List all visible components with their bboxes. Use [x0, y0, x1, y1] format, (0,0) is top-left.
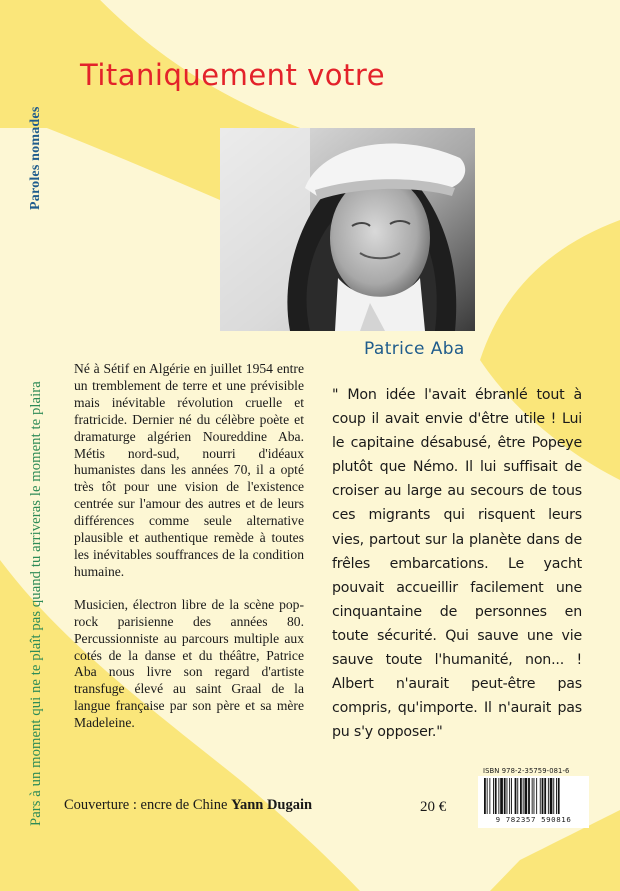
series-name: [28, 106, 48, 230]
series-label: Paroles nomades: [28, 106, 43, 210]
author-name: Patrice Aba: [364, 339, 465, 359]
barcode-digits: 9 782357 590816: [478, 815, 589, 824]
bio-paragraph-1: Né à Sétif en Algérie en juillet 1954 entre un tremblement de terre et une prévisible mais inévitable révolution cruelle et fratricide. Dernier né du célèbre poète et dramaturge algérien Noureddine Aba. Métis nord-sud, nourri d'idéaux humanistes dans les années 70, il a opté très tôt pour une vision de l'existence centrée sur l'amour des autres et de leurs différences comme seule alternative plausible et authentique remède à toutes les inévitables souffrances de la condition humaine.: [74, 361, 304, 579]
book-title: Titaniquement votre: [80, 58, 386, 92]
bio-paragraph-2: Musicien, électron libre de la scène pop-rock parisienne des années 80. Percussionniste au parcours multiple aux cotés de la danse et du théâtre, Patrice Aba nous livre son regard d'artiste transfuge élevé au saint Graal de la langue française par son père et sa mère Madeleine.: [74, 596, 304, 731]
motto: [28, 381, 48, 846]
author-photo: [220, 128, 475, 331]
cover-credit: [64, 797, 312, 814]
motto-text: Pars à un moment qui ne te plaît pas quand tu arriveras le moment te plaira: [28, 381, 44, 826]
author-bio: [74, 361, 304, 748]
isbn-label: ISBN 978-2-35759-081-6: [483, 767, 570, 775]
credit-prefix: Couverture : encre de Chine: [64, 797, 228, 813]
barcode-icon: [478, 776, 589, 816]
price: 20 €: [420, 799, 447, 815]
credit-artist: Yann Dugain: [231, 797, 313, 813]
portrait-photo: [220, 128, 475, 331]
book-excerpt: " Mon idée l'avait ébranlé tout à coup il avait envie d'être utile ! Lui le capitaine désabusé, être Popeye plutôt que Némo. Il lui suffisait de croiser au large au secours de tous ces migrants qui risquent leurs vies, partout sur la planète dans de frêles embarcations. Le yacht pouvait accueillir facilement une cinquantaine de personnes en toute sécurité. Qui sauve une vie sauve toute l'humanité, non... ! Albert n'aurait peut-être pas compris, qu'importe. Il n'aurait pas pu s'y opposer.": [332, 387, 582, 741]
